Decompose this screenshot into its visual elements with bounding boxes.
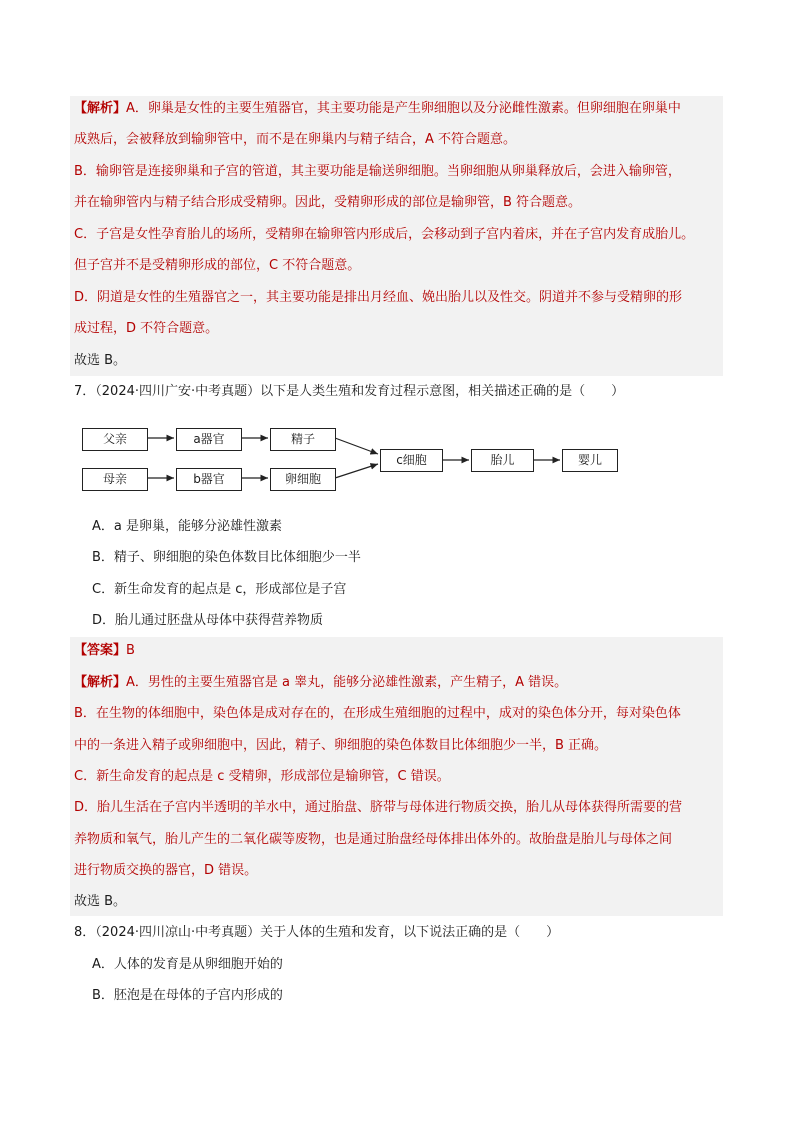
arrow-egg-to-c	[335, 464, 378, 478]
q7-analysis-line-5: D．胎儿生活在子宫内半透明的羊水中，通过胎盘、脐带与母体进行物质交换，胎儿从母体获得所需要的营	[74, 800, 683, 815]
analysis-conclusion: 故选 B。	[74, 353, 127, 368]
analysis-line-7: D．阴道是女性的生殖器官之一，其主要功能是排出月经血、娩出胎儿以及性交。阴道并不参与受精卵的形	[74, 290, 683, 305]
diagram-arrows	[78, 420, 638, 500]
analysis-line-6: 但子宫并不是受精卵形成的部位，C 不符合题意。	[74, 258, 361, 273]
analysis-line-1: 【解析】A．卵巢是女性的主要生殖器官，其主要功能是产生卵细胞以及分泌雌性激素。但卵细胞在卵巢中	[74, 101, 681, 116]
analysis-tag: 【解析】	[74, 101, 127, 116]
question-7-stem: 7．（2024·四川广安·中考真题）以下是人类生殖和发育过程示意图，相关描述正确的是（ ）	[74, 384, 625, 399]
arrow-sperm-to-c	[335, 438, 378, 454]
box-sperm: 精子	[270, 428, 336, 451]
answer-tag: 【答案】	[74, 643, 127, 658]
box-fetus: 胎儿	[471, 449, 534, 472]
q7-conclusion: 故选 B。	[74, 894, 127, 909]
analysis-line-4: 并在输卵管内与精子结合形成受精卵。因此，受精卵形成的部位是输卵管，B 符合题意。	[74, 195, 582, 210]
analysis-line-8: 成过程，D 不符合题意。	[74, 321, 219, 336]
analysis-line-3: B．输卵管是连接卵巢和子宫的管道，其主要功能是输送卵细胞。当卵细胞从卵巢释放后，会进入输卵管，	[74, 164, 681, 179]
box-egg: 卵细胞	[270, 468, 336, 491]
analysis-tag: 【解析】	[74, 675, 127, 690]
answer-value: B	[126, 643, 135, 658]
q7-analysis-line-2: B．在生物的体细胞中，染色体是成对存在的，在形成生殖细胞的过程中，成对的染色体分开，每对染色体	[74, 706, 681, 721]
reproduction-diagram	[78, 420, 638, 500]
q7-analysis-line-4: C．新生命发育的起点是 c 受精卵，形成部位是输卵管，C 错误。	[74, 769, 450, 784]
question-8-stem: 8．（2024·四川凉山·中考真题）关于人体的生殖和发育，以下说法正确的是（ ）	[74, 925, 560, 940]
box-organ-a: a器官	[176, 428, 242, 451]
q7-analysis-line-7: 进行物质交换的器官，D 错误。	[74, 863, 258, 878]
box-cell-c: c细胞	[380, 449, 443, 472]
q7-analysis-line-6: 养物质和氧气，胎儿产生的二氧化碳等废物，也是通过胎盘经母体排出体外的。故胎盘是胎儿与母体之间	[74, 832, 673, 847]
analysis-line-5: C．子宫是女性孕育胎儿的场所，受精卵在输卵管内形成后，会移动到子宫内着床，并在子宫内发育成胎儿。	[74, 227, 695, 242]
q7-analysis-line-1: 【解析】A．男性的主要生殖器官是 a 睾丸，能够分泌雄性激素，产生精子，A 错误。	[74, 675, 568, 690]
q7-option-d: D．胎儿通过胚盘从母体中获得营养物质	[92, 613, 324, 628]
q7-option-a: A．a 是卵巢，能够分泌雄性激素	[92, 519, 282, 534]
box-organ-b: b器官	[176, 468, 242, 491]
q7-analysis-line-3: 中的一条进入精子或卵细胞中，因此，精子、卵细胞的染色体数目比体细胞少一半，B 正确。	[74, 738, 608, 753]
q8-option-b: B．胚泡是在母体的子宫内形成的	[92, 988, 283, 1003]
box-baby: 婴儿	[562, 449, 618, 472]
q7-answer	[74, 642, 135, 660]
q7-option-c: C．新生命发育的起点是 c，形成部位是子宫	[92, 582, 347, 597]
analysis-line-2: 成熟后，会被释放到输卵管中，而不是在卵巢内与精子结合，A 不符合题意。	[74, 132, 517, 147]
box-mother: 母亲	[82, 468, 148, 491]
q7-option-b: B．精子、卵细胞的染色体数目比体细胞少一半	[92, 550, 361, 565]
q8-option-a: A．人体的发育是从卵细胞开始的	[92, 957, 283, 972]
box-father: 父亲	[82, 428, 148, 451]
